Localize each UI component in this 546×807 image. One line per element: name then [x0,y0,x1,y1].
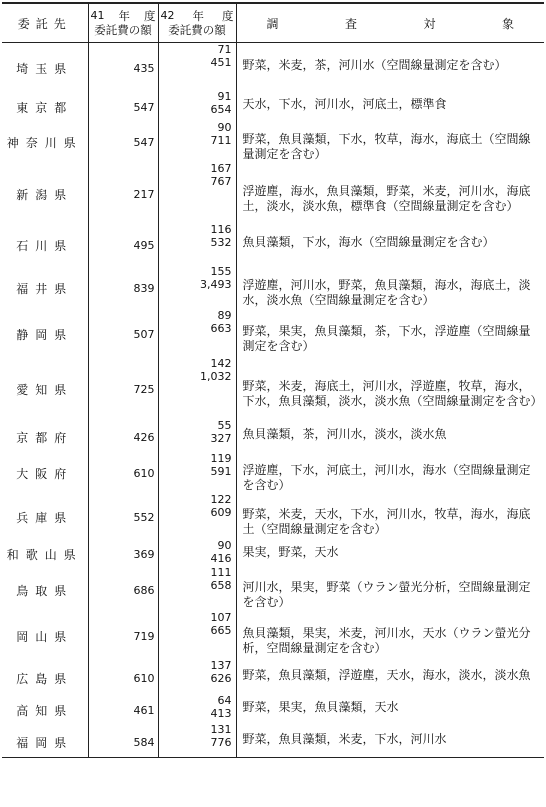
fy42-amount-cell [158,43,236,90]
fy42-amount-top: 64 [217,693,232,707]
fy42-amount-cell [158,265,236,309]
contractor-cell: 石川県 [2,223,88,265]
contractor-cell: 愛知県 [2,357,88,419]
fy42-amount-cell [158,90,236,121]
subject-cell: 天水，下水，河川水，河底土，標準食 [242,96,447,111]
subject-cell: 浮遊塵，下水，河底土，河川水，海水（空間線量測定を含む） [242,462,531,492]
fy41-amount-cell: 839 [88,265,158,309]
subject-cell: 野菜，果実，魚貝藻類，茶，下水，浮遊塵（空間線量測定を含む） [242,323,531,353]
fy42-amount-top: 111 [210,565,232,579]
contractor-cell: 東京都 [2,90,88,121]
contractor-cell: 新潟県 [2,162,88,223]
table-row [2,357,544,419]
fy41-amount-cell: 610 [88,452,158,493]
fy42-amount-bottom: 609 [210,505,232,519]
header-subject: 調 査 対 象 [236,3,544,43]
header-fy41: 41 年 度 委託費の額 [88,3,158,43]
fy42-amount-top: 89 [217,308,232,322]
fy42-amount-top: 90 [217,538,232,552]
subject-cell: 野菜，米麦，海底土，河川水，浮遊塵，牧草，海水，下水，魚貝藻類，淡水，淡水魚（空間線量測定を含む） [242,378,543,408]
table-row [2,43,544,90]
subject-cell: 果実，野菜，天水 [242,544,339,559]
subject-cell: 野菜，果実，魚貝藻類，天水 [242,699,399,714]
fy42-amount-cell [158,121,236,162]
fy42-amount-bottom: 327 [210,431,232,445]
fy42-amount-top: 55 [217,418,232,432]
table-row [2,694,544,723]
subject-cell: 浮遊塵，海水，魚貝藻類，野菜，米麦，河川水，海底土，淡水，淡水魚，標準食（空間線量測定を含む） [242,183,531,213]
fy42-amount-top: 116 [210,222,232,236]
fy42-amount-cell [158,357,236,419]
fy42-amount-bottom: 663 [210,321,232,335]
fy42-amount-bottom: 3,493 [200,277,232,291]
contractor-cell: 兵庫県 [2,493,88,539]
fy42-amount-cell [158,539,236,566]
fy42-amount-bottom: 767 [210,174,232,188]
fy42-amount-cell [158,309,236,357]
table-row [2,121,544,162]
fy42-amount-cell [158,566,236,611]
fy42-amount-bottom: 711 [210,133,232,147]
table-row [2,493,544,539]
subject-cell: 野菜，魚貝藻類，浮遊塵，天水，海水，淡水，淡水魚 [242,667,531,682]
subject-cell: 魚貝藻類，茶，河川水，淡水，淡水魚 [242,426,447,441]
fy41-amount-cell: 725 [88,357,158,419]
fy42-amount-top: 142 [210,356,232,370]
fy41-amount-cell: 610 [88,659,158,694]
table-row [2,566,544,611]
contractor-cell: 広島県 [2,659,88,694]
subject-cell: 魚貝藻類，下水，海水（空間線量測定を含む） [242,234,495,249]
fy41-amount-cell: 507 [88,309,158,357]
fy42-amount-top: 107 [210,610,232,624]
table-row [2,90,544,121]
fy42-amount-top: 155 [210,264,232,278]
subject-cell: 野菜，米麦，茶，河川水（空間線量測定を含む） [242,58,507,72]
budget-table [2,2,544,758]
contractor-cell: 静岡県 [2,309,88,357]
fy42-amount-cell [158,659,236,694]
fy42-amount-cell [158,419,236,452]
table-row [2,309,544,357]
fy42-amount-top: 91 [217,89,232,103]
contractor-cell: 埼玉県 [2,43,88,90]
fy42-amount-cell [158,611,236,659]
fy42-amount-top: 167 [210,161,232,175]
fy42-amount-cell [158,223,236,265]
fy42-amount-bottom: 658 [210,578,232,592]
fy42-amount-top: 90 [217,120,232,134]
contractor-cell: 高知県 [2,694,88,723]
contractor-cell: 岡山県 [2,611,88,659]
contractor-cell: 和歌山県 [2,539,88,566]
subject-cell: 浮遊塵，河川水，野菜，魚貝藻類，海水，海底土，淡水，淡水魚（空間線量測定を含む） [242,277,531,307]
fy42-amount-cell [158,452,236,493]
fy42-amount-cell [158,493,236,539]
table-row [2,419,544,452]
fy42-amount-bottom: 665 [210,623,232,637]
fy41-amount-cell: 552 [88,493,158,539]
fy41-amount-cell: 426 [88,419,158,452]
fy41-amount-cell: 547 [88,121,158,162]
fy42-amount-bottom: 591 [210,464,232,478]
fy42-amount-top: 122 [210,492,232,506]
subject-cell: 魚貝藻類，果実，米麦，河川水，天水（ウラン螢光分析，空間線量測定を含む） [242,625,531,655]
table-row [2,659,544,694]
table-row [2,723,544,758]
fy42-amount-top: 119 [210,451,232,465]
fy42-amount-bottom: 451 [210,56,232,69]
fy42-amount-bottom: 626 [210,671,232,685]
fy41-amount-cell: 686 [88,566,158,611]
fy41-amount-cell: 461 [88,694,158,723]
fy42-amount-bottom: 776 [210,735,232,749]
contractor-cell: 京都府 [2,419,88,452]
fy42-amount-bottom: 532 [210,235,232,249]
fy41-amount-cell: 547 [88,90,158,121]
contractor-cell: 福井県 [2,265,88,309]
fy42-amount-top: 131 [210,722,232,736]
table-row [2,611,544,659]
contractor-cell: 鳥取県 [2,566,88,611]
fy42-amount-bottom: 654 [210,102,232,116]
fy41-amount-cell: 584 [88,723,158,758]
table-row [2,223,544,265]
contractor-cell: 大阪府 [2,452,88,493]
table-row [2,265,544,309]
fy42-amount-cell [158,694,236,723]
table-row [2,452,544,493]
subject-cell: 野菜，米麦，天水，下水，河川水，牧草，海水，海底土（空間線量測定を含む） [242,506,531,536]
fy41-amount-cell: 435 [88,43,158,90]
fy41-amount-cell: 719 [88,611,158,659]
fy42-amount-cell [158,723,236,758]
subject-cell: 野菜，魚貝藻類，下水，牧草，海水，海底土（空間線量測定を含む） [242,131,531,161]
fy42-amount-bottom: 416 [210,551,232,565]
fy42-amount-top: 71 [217,43,232,56]
subject-cell: 野菜，魚貝藻類，米麦，下水，河川水 [236,723,544,758]
table-row [2,162,544,223]
contractor-cell: 福岡県 [2,723,88,758]
contractor-cell: 神奈川県 [2,121,88,162]
subject-cell: 河川水，果実，野菜（ウラン螢光分析，空間線量測定を含む） [242,579,531,609]
fy41-amount-cell: 217 [88,162,158,223]
table-row [2,539,544,566]
header-row [2,3,544,43]
fy42-amount-cell [158,162,236,223]
fy42-amount-top: 137 [210,658,232,672]
fy41-amount-cell: 369 [88,539,158,566]
fy42-amount-bottom: 1,032 [200,369,232,383]
fy42-amount-bottom: 413 [210,706,232,720]
header-fy42: 42 年 度 委託費の額 [158,3,236,43]
header-contractor: 委託先 [2,3,88,43]
fy41-amount-cell: 495 [88,223,158,265]
